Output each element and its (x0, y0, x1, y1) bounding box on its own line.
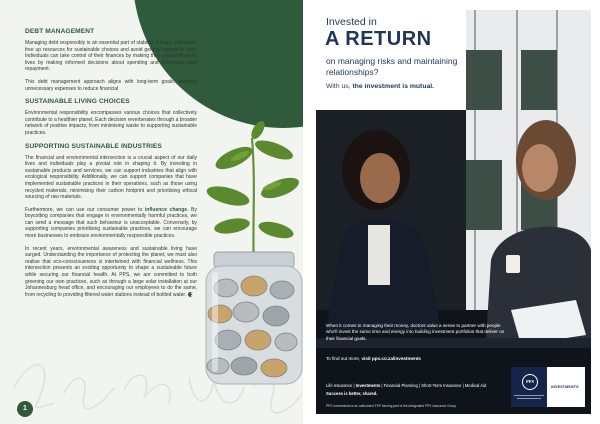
ad-tagline-bold: the investment is mutual. (352, 83, 435, 90)
ad-website (326, 356, 421, 361)
influence-change-emphasis: influence change (144, 206, 188, 213)
paragraph-influence-change (25, 207, 197, 240)
investments-label: INVESTMENTS (551, 385, 579, 389)
paragraph-text: . By boycotting companies that engage in environmentally harmful practices, we can send a message that such behaviour is unacceptable. Conversely, by supporting companies prioritising sustainable practices, we can encourage more businesses to embrace environmentally responsible practices. (25, 206, 197, 240)
ad-legal-text: PPS Investments is an authorised FSP forming part of the designated PPS Insurance Group. (326, 404, 457, 408)
logo-rule (514, 395, 544, 396)
ad-products-rest: | Financial Planning | Short-Term Insurance | Medical Aid (381, 383, 487, 388)
paragraph-text: Furthermore, we can use our consumer power to (25, 206, 145, 213)
plant-coin-jar-image (192, 118, 303, 390)
paragraph: Managing debt responsibly is an essential part of stability. It helps individuals free up resources for sustainable choices and avoid getting trapped in debt. Individuals can take control of their finances by making their overall financial lives by making informed decisions about spending and prioritising debt repayment. (25, 40, 197, 73)
paragraph: Environmental responsibility encompasses various choices that collectively contribute to a healthier planet. Each decision reverberates through a broader network of positive impacts, from minimising waste to supporting sustainable practices. (25, 110, 197, 136)
right-page-advert (303, 0, 600, 424)
ad-website-link[interactable]: visit pps.co.za/investments (361, 356, 421, 361)
pps-logo (511, 367, 547, 407)
ad-tagline (326, 83, 434, 90)
heading-supporting-industries: SUPPORTING SUSTAINABLE INDUSTRIES (25, 142, 162, 150)
paragraph-text: In recent years, environmental awareness and sustainable living have surged. Understanding the importance of protecting the planet, we must also realise that eco-consciousness is intertwined with financial wellness. This intersection presents an exciting opportunity to shape a sustainable future while securing our financial health. At PPS, we are committed to both greening our own practices, such as through a large solar installation at our Johannesburg head office, and encouraging our employees to do the same, from recycling to providing filtered water stations instead of bottled water. (25, 245, 197, 298)
heading-debt-management: DEBT MANAGEMENT (25, 28, 95, 35)
pps-logo-badge: PPS (522, 374, 538, 390)
page-number: 1 (17, 401, 33, 417)
heading-sustainable-living: SUSTAINABLE LIVING CHOICES (25, 98, 130, 106)
ad-body-text: When it comes to managing their money, doctors value a sense to partner with people who'll invest the same time and energy into building investment portfolios that deliver on their financial goals. (326, 323, 505, 341)
ad-products-prefix: Life Insurance | (326, 383, 355, 388)
ad-motto: Success is better, shared. (326, 391, 378, 396)
ad-headline-small: Invested in (326, 16, 377, 28)
paragraph: This debt management approach aligns with long-term goals, avoiding unnecessary expenses to reduce financial (25, 78, 197, 92)
ad-subheadline: on managing risks and maintaining relationships? (326, 56, 458, 77)
investments-label-box (547, 367, 585, 407)
article-column (25, 26, 197, 304)
ad-website-prefix: To find out more, (326, 356, 361, 361)
ad-products-line (326, 383, 486, 388)
ad-products-bold: Investments (355, 383, 381, 388)
paragraph: The financial and environmental intersection is a crucial aspect of our daily lives and individuals play a pivotal role in shaping it. By investing in sustainable products and services, we can support industries that align with ecological responsibility. Additionally, we can support companies that have implemented sustainable practices in their operations, such as those using recycled materials, minimising their carbon footprint and prioritising ethical sourcing of raw materials. (25, 154, 197, 201)
logo-rule (517, 398, 541, 399)
ad-tagline-prefix: With us, (326, 83, 351, 90)
paragraph-closing (25, 246, 197, 299)
ad-headline-big: A RETURN (325, 28, 432, 50)
